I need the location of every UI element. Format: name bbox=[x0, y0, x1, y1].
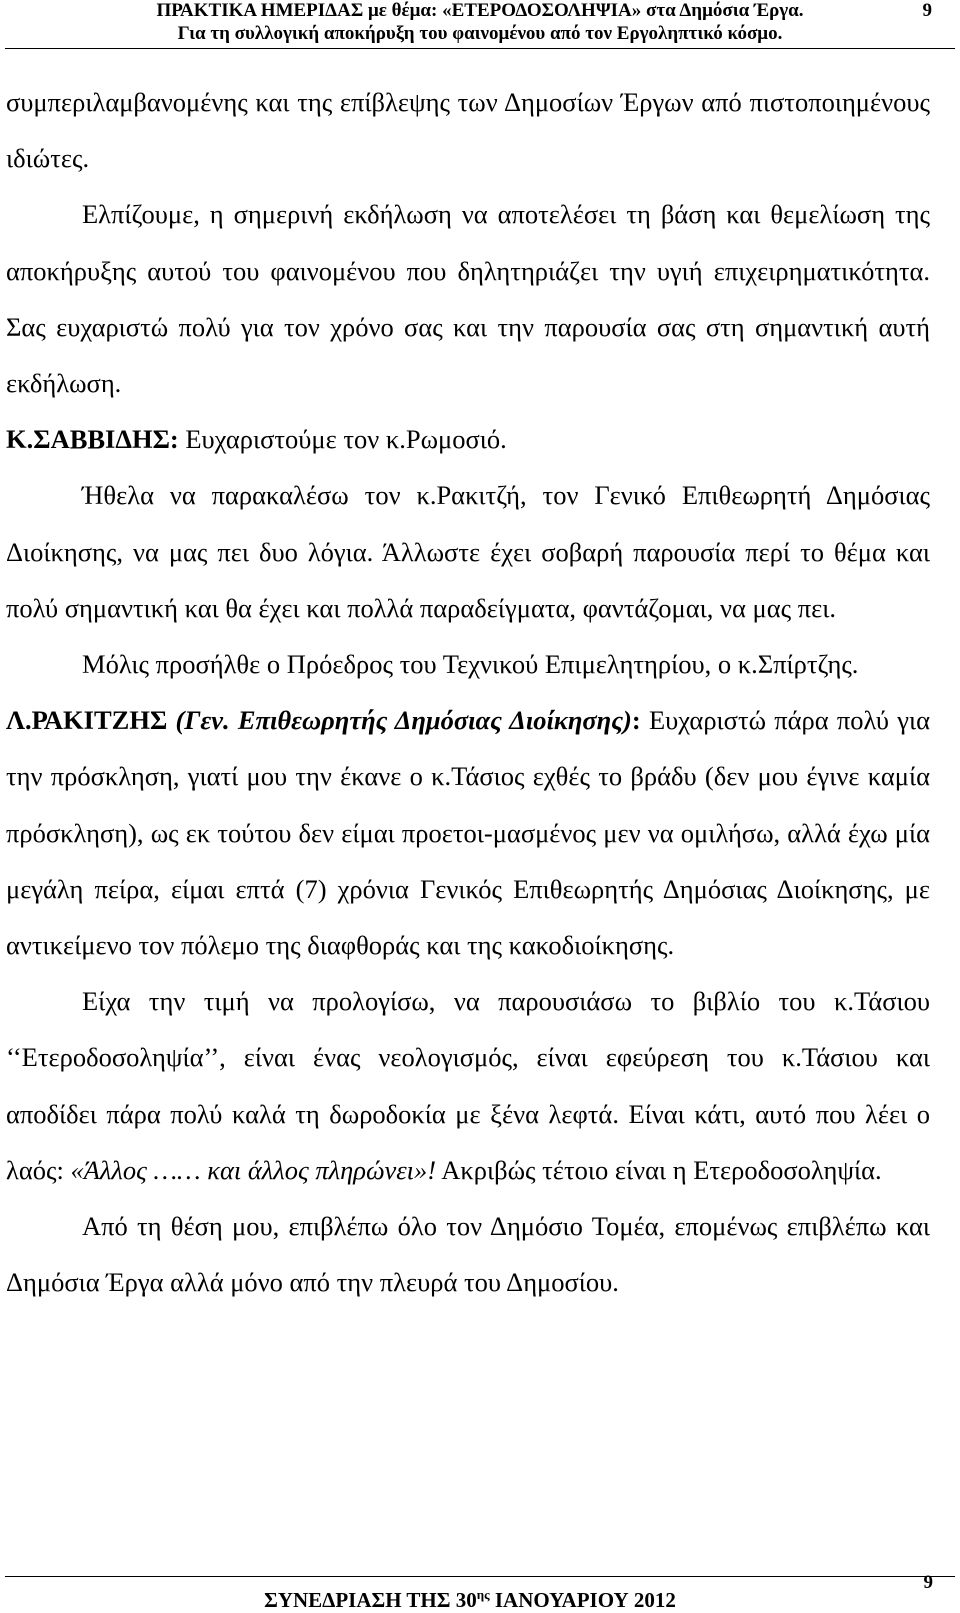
page-header bbox=[0, 0, 960, 50]
paragraph-4: Ήθελα να παρακαλέσω τον κ.Ρακιτζή, τον Γενικό Επιθεωρητή Δημόσιας Διοίκησης, να μας πει δυο λόγια. Άλλωστε έχει σοβαρή παρουσία περί το θέμα και πολύ σημαντική και θα έχει και πολλά παραδείγματα, φαντάζομαι, να μας πει. bbox=[6, 480, 930, 623]
paragraph-2: Ελπίζουμε, η σημερινή εκδήλωση να αποτελέσει τη βάση και θεμελίωση της αποκήρυξης αυτού του φαινομένου που δηλητηριάζει την υγιή επιχειρηματικότητα. Σας ευχαριστώ πολύ για τον χρόνο σας και την παρουσία σας στη σημαντική αυτή εκδήλωση. bbox=[6, 199, 930, 399]
footer-session-pre: ΣΥΝΕΔΡΙΑΣΗ ΤΗΣ 30 bbox=[264, 1588, 477, 1612]
speaker-text: Ευχαριστούμε τον κ.Ρωμοσιό. bbox=[178, 424, 507, 455]
quote-text: «Άλλος …… και άλλος πληρώνει»! bbox=[70, 1154, 437, 1185]
speaker-colon: : bbox=[631, 705, 641, 736]
speaker-name: Λ.ΡΑΚΙΤΖΗΣ bbox=[6, 705, 168, 736]
footer-divider bbox=[5, 1576, 955, 1577]
page-footer bbox=[0, 1568, 960, 1613]
paragraph-7-part-b: Ακριβώς τέτοιο είναι η Ετεροδοσοληψία. bbox=[436, 1154, 882, 1185]
header-title: ΠΡΑΚΤΙΚΑ ΗΜΕΡΙΔΑΣ με θέμα: «ΕΤΕΡΟΔΟΣΟΛΗΨΙΑ» στα Δημόσια Έργα. bbox=[156, 0, 804, 21]
footer-session-date bbox=[0, 1582, 940, 1613]
paragraph-1: συμπεριλαμβανομένης και της επίβλεψης των Δημοσίων Έργων από πιστοποιημένους ιδιώτες. bbox=[6, 87, 930, 174]
header-page-number: 9 bbox=[922, 0, 932, 21]
footer-session-post: ΙΑΝΟΥΑΡΙΟΥ 2012 bbox=[489, 1588, 676, 1612]
document-body bbox=[6, 74, 930, 1310]
speaker-name: Κ.ΣΑΒΒΙΔΗΣ: bbox=[6, 424, 179, 455]
paragraph-7-part-a: Είχα την τιμή να προλογίσω, να παρουσιάσω το βιβλίο του κ.Τάσιου ‘‘Ετεροδοσοληψία’’, είναι ένας νεολογισμός, είναι εφεύρεση του κ.Τάσιου και αποδίδει πάρα πολύ καλά τη δωροδοκία με ξένα λεφτά. Είναι κάτι, αυτό που λέει ο λαός: bbox=[6, 986, 930, 1185]
paragraph-5: Μόλις προσήλθε ο Πρόεδρος του Τεχνικού Επιμελητηρίου, ο κ.Σπίρτζης. bbox=[82, 649, 859, 680]
footer-ordinal-suffix: ης bbox=[476, 1587, 490, 1602]
header-subtitle: Για τη συλλογική αποκήρυξη του φαινομένου από τον Εργοληπτικό κόσμο. bbox=[177, 23, 783, 44]
paragraph-6 bbox=[6, 692, 930, 973]
speaker-text: Ευχαριστώ πάρα πολύ για την πρόσκληση, γιατί μου την έκανε ο κ.Τάσιος εχθές το βράδυ (δεν μου έγινε καμία πρόσκληση), ως εκ τούτου δεν είμαι προετοι-μασμένος μεν να ομιλήσω, αλλά έχω μία μεγάλη πείρα, είμαι επτά (7) χρόνια Γενικός Επιθεωρητής Δημόσιας Διοίκησης, με αντικείμενο τον πόλεμο της διαφθοράς και της κακοδιοίκησης. bbox=[6, 705, 930, 961]
paragraph-7 bbox=[6, 973, 930, 1198]
paragraph-3 bbox=[6, 411, 930, 467]
footer-page-number: 9 bbox=[923, 1572, 933, 1593]
paragraph-8: Από τη θέση μου, επιβλέπω όλο τον Δημόσιο Τομέα, επομένως επιβλέπω και Δημόσια Έργα αλλά μόνο από την πλευρά του Δημοσίου. bbox=[6, 1211, 930, 1298]
header-divider bbox=[5, 48, 955, 49]
speaker-role: (Γεν. Επιθεωρητής Δημόσιας Διοίκησης) bbox=[167, 705, 632, 736]
